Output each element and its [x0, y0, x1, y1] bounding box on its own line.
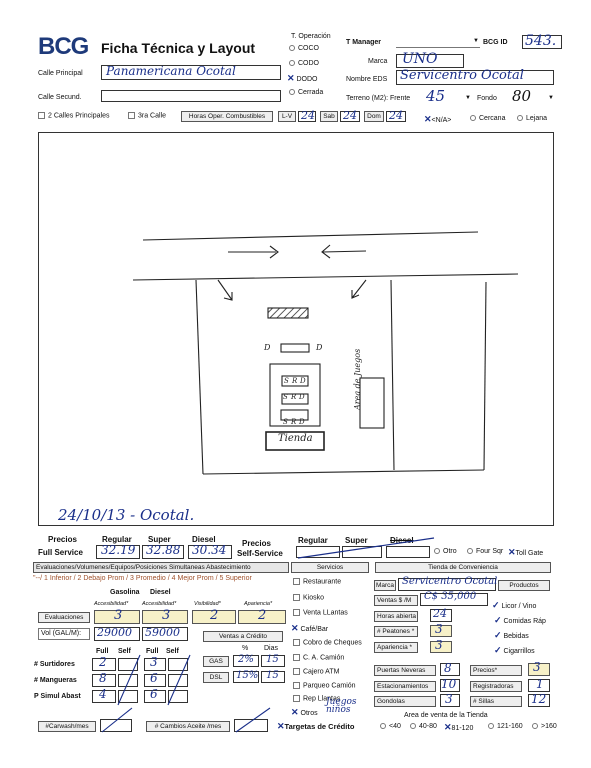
- bcg-id-value: 543.: [525, 33, 557, 49]
- sillas-label: # Sillas: [470, 696, 522, 707]
- dias-label: Dias: [264, 645, 279, 652]
- op-dodo-radio[interactable]: [287, 73, 318, 84]
- producto-label: Cigarrillos: [503, 648, 535, 655]
- full-service-label: Full Service: [38, 548, 83, 557]
- radio-circle: [488, 723, 494, 729]
- dos-calles-label: 2 Calles Principales: [48, 112, 110, 120]
- marca-value: UNO: [402, 51, 438, 67]
- precios-tienda-label: Precios*: [470, 665, 522, 676]
- servicio-kiosko[interactable]: [293, 594, 324, 601]
- op-coco-label: COCO: [298, 45, 319, 52]
- precios-tienda-value: 3: [533, 660, 541, 674]
- servicio-ca-camion[interactable]: [293, 654, 344, 661]
- frente-dropdown-icon[interactable]: ▼: [465, 95, 471, 101]
- tercera-calle-checkbox[interactable]: [128, 112, 166, 119]
- nombre-eds-label: Nombre EDS: [346, 76, 388, 83]
- area-option-label: 121-160: [497, 723, 523, 730]
- vol-diesel-value: 59000: [145, 626, 180, 639]
- lv-label: L-V: [278, 111, 296, 122]
- self-diesel-label: Diesel: [390, 536, 414, 545]
- sab-value: 24: [343, 109, 357, 122]
- vol-label: Vol (GAL/M):: [41, 630, 82, 637]
- surtidores-label: # Surtidores: [34, 661, 75, 668]
- full-label-diesel: Full: [146, 648, 159, 655]
- col-accesibilidad-gas: Accesibilidad*: [94, 601, 129, 607]
- checkbox-box: [293, 654, 300, 661]
- area-option-label: 81-120: [451, 725, 474, 732]
- op-dodo-label: DODO: [296, 76, 318, 83]
- simul-value: 6: [150, 687, 158, 701]
- toll-gate-label: Toll Gate: [515, 550, 544, 557]
- servicio-label: Restaurante: [303, 578, 342, 586]
- area-option-40-80[interactable]: [410, 723, 437, 730]
- date-note: 24/10/13 - Ocotal.: [58, 506, 195, 524]
- servicio-cafe-bar[interactable]: [291, 623, 328, 634]
- x-mark-icon: ✕: [424, 114, 432, 124]
- evaluaciones-button[interactable]: Evaluaciones: [38, 612, 90, 623]
- radio-circle: [517, 115, 523, 121]
- lejana-radio[interactable]: [517, 115, 547, 122]
- dom-value: 24: [389, 109, 403, 122]
- self-precios-title: Precios: [242, 539, 271, 548]
- pump-label: R: [291, 418, 297, 426]
- na-label: <N/A>: [431, 117, 452, 124]
- checkbox-box: [293, 578, 300, 585]
- checkbox-box: [128, 112, 135, 119]
- tarjetas-credito-checkbox[interactable]: [277, 721, 354, 732]
- checkbox-box: [293, 682, 300, 689]
- area-option-gt160[interactable]: [532, 723, 557, 730]
- pump-label: D: [264, 343, 271, 352]
- servicio-label: Rep Llantas: [303, 695, 341, 703]
- pump-label: R: [292, 377, 298, 385]
- calle-principal-label: Calle Principal: [38, 70, 83, 77]
- eval-value: 3: [114, 608, 123, 623]
- radio-circle: [434, 548, 440, 554]
- dsl-credit-label: DSL: [203, 672, 229, 683]
- pump-label: S: [283, 393, 288, 401]
- dsl-dias-value: 15: [266, 670, 279, 681]
- estacionamientos-label: Estacionamientos: [374, 681, 436, 692]
- pump-label: S: [284, 377, 289, 385]
- price-diesel-value: 30.34: [192, 543, 227, 557]
- horas-abierta-value: 24: [433, 607, 447, 620]
- four-sq-label: Four Sqr: [476, 548, 504, 555]
- surtidores-value: 3: [150, 655, 158, 669]
- cercana-label: Cercana: [479, 115, 506, 122]
- radio-circle: [289, 45, 295, 51]
- registradoras-label: Registradoras: [470, 681, 522, 692]
- pump-label: S: [283, 418, 288, 426]
- check-mark-icon: ✓: [492, 600, 500, 610]
- calle-secund-label: Calle Secund.: [38, 94, 82, 101]
- checkbox-box: [293, 609, 300, 616]
- gondolas-value: 3: [445, 692, 453, 706]
- regular-col-label: Regular: [102, 535, 132, 544]
- calle-secund-input[interactable]: [101, 90, 281, 102]
- self-strike-lines: [114, 650, 194, 706]
- dos-calles-checkbox[interactable]: [38, 112, 109, 119]
- peatones-value: 3: [435, 622, 443, 636]
- servicio-label: Kiosko: [303, 594, 325, 602]
- mangueras-label: # Mangueras: [34, 677, 77, 684]
- tarjetas-credito-label: Targetas de Crédito: [284, 722, 355, 731]
- servicio-label: Venta LLantas: [303, 609, 348, 617]
- servicio-label: Otros: [300, 710, 318, 717]
- page-title: Ficha Técnica y Layout: [101, 40, 256, 56]
- checkbox-box: [293, 639, 300, 646]
- servicios-header: Servicios: [291, 562, 369, 573]
- servicio-label: Café/Bar: [300, 626, 329, 633]
- tercera-calle-label: 3ra Calle: [138, 112, 167, 120]
- check-mark-icon: ✓: [494, 645, 502, 655]
- mangueras-value: 6: [150, 671, 158, 685]
- sab-label: Sab: [320, 111, 338, 122]
- x-mark-icon: ✕: [287, 73, 295, 83]
- radio-circle: [380, 723, 386, 729]
- peatones-label: # Peatones *: [374, 626, 418, 637]
- full-label-gas: Full: [96, 648, 109, 655]
- producto-comidas[interactable]: [494, 615, 546, 626]
- lv-value: 24: [301, 109, 315, 122]
- producto-cigarrillos[interactable]: [494, 645, 535, 656]
- horas-oper-button[interactable]: Horas Oper. Combustibles: [181, 111, 273, 122]
- radio-circle: [470, 115, 476, 121]
- sillas-value: 12: [531, 692, 547, 706]
- cambios-button[interactable]: # Cambios Aceite /mes: [146, 721, 230, 732]
- cercana-radio[interactable]: [470, 115, 505, 122]
- radio-circle: [467, 548, 473, 554]
- servicio-label: Cajero ATM: [303, 668, 340, 676]
- fondo-label: Fondo: [477, 95, 497, 102]
- gas-credit-label: GAS: [203, 656, 229, 667]
- otro-radio[interactable]: [434, 548, 457, 555]
- self-service-label: Self-Service: [237, 549, 283, 558]
- ventas-value: C$ 35,000: [424, 591, 477, 602]
- productos-button[interactable]: Productos: [498, 580, 550, 591]
- tienda-header: Tienda de Conveniencia: [375, 562, 551, 573]
- op-coco-radio[interactable]: [289, 45, 319, 52]
- tienda-marca-value: Servicentro Ocotal: [402, 576, 498, 587]
- pump-label: D: [299, 418, 305, 426]
- dom-label: Dom: [364, 111, 384, 122]
- super-col-label: Super: [148, 535, 171, 544]
- puertas-neveras-label: Puertas Neveras: [374, 665, 436, 676]
- checkbox-box: [293, 594, 300, 601]
- diesel-eval-label: Diesel: [150, 589, 171, 596]
- self-label-gas: Self: [118, 648, 131, 655]
- radio-circle: [410, 723, 416, 729]
- toll-gate-radio[interactable]: [508, 547, 543, 558]
- nombre-eds-value: Servicentro Ocotal: [400, 68, 524, 83]
- eval-value: 2: [258, 608, 267, 623]
- ventas-credito-button[interactable]: Ventas a Crédito: [203, 631, 283, 642]
- na-radio[interactable]: [424, 114, 451, 125]
- fondo-value[interactable]: 80: [512, 87, 532, 105]
- registradoras-value: 1: [536, 677, 544, 691]
- x-mark-icon: ✕: [444, 722, 452, 732]
- estacionamientos-value: 10: [441, 677, 457, 691]
- pct-label: %: [242, 645, 249, 652]
- radio-circle: [289, 60, 295, 66]
- horas-abierta-label: Horas abierta: [374, 611, 418, 622]
- op-cerrada-radio[interactable]: [289, 89, 323, 96]
- gas-pct-value: 2%: [238, 654, 254, 665]
- op-cerrada-label: Cerrada: [298, 89, 324, 96]
- checkbox-box: [293, 695, 300, 702]
- apariencia-label: Apariencia *: [374, 642, 418, 653]
- checkbox-box: [293, 668, 300, 675]
- otro-label: Otro: [443, 548, 457, 555]
- servicio-cobro-cheques[interactable]: [293, 639, 362, 646]
- bcg-logo: BCG: [38, 33, 89, 60]
- pump-label: D: [299, 393, 305, 401]
- x-mark-icon: ✕: [277, 721, 285, 731]
- precios-title: Precios: [48, 535, 77, 544]
- col-accesibilidad-diesel: Accesibilidad*: [142, 601, 177, 607]
- area-option-81-120[interactable]: [444, 722, 473, 733]
- four-sq-radio[interactable]: [467, 548, 503, 555]
- apariencia-value: 3: [435, 638, 443, 652]
- gas-dias-value: 15: [266, 654, 279, 665]
- dsl-pct-value: 15%: [236, 670, 259, 681]
- pump-label: D: [316, 343, 323, 352]
- self-label-diesel: Self: [166, 648, 179, 655]
- checkbox-box: [38, 112, 45, 119]
- operacion-label: T. Operación: [291, 33, 331, 40]
- rating-scale: "--/ 1 Inferior / 2 Debajo Prom / 3 Promedio / 4 Mejor Prom / 5 Superior: [33, 575, 252, 582]
- manager-select[interactable]: [396, 37, 480, 48]
- play-area: [360, 378, 384, 428]
- diesel-col-label: Diesel: [192, 535, 216, 544]
- x-mark-icon: ✕: [508, 547, 516, 557]
- dropdown-arrow-icon: ▼: [473, 38, 479, 44]
- servicio-venta-llantas[interactable]: [293, 609, 348, 616]
- check-mark-icon: ✓: [494, 615, 502, 625]
- price-regular-value: 32.19: [101, 543, 136, 557]
- ventas-label: Ventas $ /M: [374, 595, 418, 606]
- servicio-label: Cobro de Cheques: [303, 639, 362, 647]
- puertas-neveras-value: 8: [444, 661, 452, 675]
- area-option-label: 40-80: [419, 723, 437, 730]
- strike-line: [296, 536, 436, 560]
- carwash-button[interactable]: #Carwash/mes: [38, 721, 96, 732]
- servicio-otros[interactable]: [291, 707, 318, 718]
- op-codo-radio[interactable]: [289, 60, 319, 67]
- servicio-restaurante[interactable]: [293, 578, 341, 585]
- marca-label: Marca: [368, 58, 388, 65]
- carwash-strike: [100, 704, 280, 734]
- servicio-parqueo-camion[interactable]: [293, 682, 356, 689]
- self-super-label: Super: [345, 536, 368, 545]
- calle-principal-value: Panamericana Ocotal: [106, 64, 236, 78]
- simul-value: 4: [99, 687, 107, 701]
- eval-value: 3: [162, 608, 171, 623]
- col-apariencia: Apariencia*: [244, 601, 273, 607]
- x-mark-icon: ✕: [291, 623, 299, 633]
- area-option-lt40[interactable]: [380, 723, 401, 730]
- x-mark-icon: ✕: [291, 707, 299, 717]
- pump-label: D: [300, 377, 306, 385]
- vol-gas-value: 29000: [97, 626, 132, 639]
- pump-label: R: [291, 393, 297, 401]
- evaluaciones-header: Evaluaciones/Volumenes/Equipos/Posiciones Simultaneas Abastecimiento: [33, 562, 289, 573]
- price-super-value: 32.88: [146, 543, 181, 557]
- bcg-id-label: BCG ID: [483, 39, 508, 46]
- servicio-cajero-atm[interactable]: [293, 668, 339, 675]
- col-visibilidad: Visibilidad*: [194, 601, 221, 607]
- producto-label: Comidas Ráp: [503, 618, 546, 625]
- check-mark-icon: ✓: [494, 630, 502, 640]
- fondo-dropdown-icon[interactable]: ▼: [548, 95, 554, 101]
- area-option-label: <40: [389, 723, 401, 730]
- tienda-marca-label: Marca: [375, 582, 395, 589]
- area-option-121-160[interactable]: [488, 723, 523, 730]
- gondolas-label: Gondolas: [374, 696, 436, 707]
- simul-label: P Simul Abast: [34, 693, 81, 700]
- radio-circle: [532, 723, 538, 729]
- canopy-rect: [268, 308, 308, 318]
- terreno-label: Terreno (M2): Frente: [346, 95, 411, 102]
- radio-circle: [289, 89, 295, 95]
- eval-value: 2: [210, 608, 219, 623]
- manager-label: T Manager: [346, 39, 382, 46]
- producto-label: Licor / Vino: [501, 603, 537, 610]
- layout-sketch-area[interactable]: [38, 132, 554, 526]
- producto-bebidas[interactable]: [494, 630, 529, 641]
- servicio-label: Parqueo Camión: [303, 682, 356, 690]
- producto-label: Bebidas: [503, 633, 529, 640]
- otros-note: Juegos niños: [326, 697, 357, 715]
- mangueras-value: 8: [99, 671, 107, 685]
- op-codo-label: CODO: [298, 60, 319, 67]
- servicio-label: C. A. Camión: [303, 654, 345, 662]
- area-option-label: >160: [541, 723, 557, 730]
- area-venta-label: Area de venta de la Tienda: [404, 712, 488, 719]
- surtidores-value: 2: [99, 655, 107, 669]
- gasolina-label: Gasolina: [110, 589, 140, 596]
- frente-value[interactable]: 45: [426, 87, 446, 105]
- producto-licor[interactable]: [492, 600, 536, 611]
- play-area-label: Area de Juegos: [353, 348, 362, 410]
- self-regular-label: Regular: [298, 536, 328, 545]
- lejana-label: Lejana: [526, 115, 548, 122]
- store-label: Tienda: [278, 433, 313, 444]
